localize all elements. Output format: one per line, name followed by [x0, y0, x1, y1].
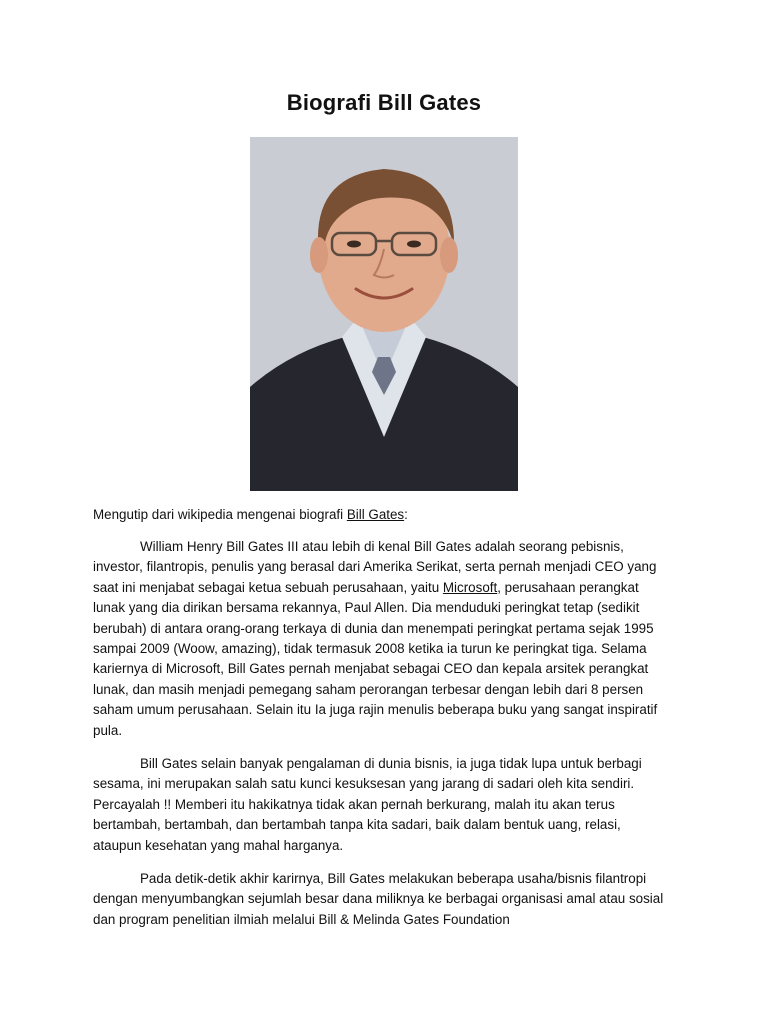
paragraph-1-part2: , perusahaan perangkat lunak yang dia dirikan bersama rekannya, Paul Allen. Dia menduduki peringkat tetap (sedikit berubah) di antara orang-orang terkaya di dunia dan menempati peringkat pertama sejak 1995 sampai 2009 (Woow, amazing), tidak termasuk 2008 ketika ia turun ke peringkat tiga. Selama kariernya di Microsoft, Bill Gates pernah menjabat sebagai CEO dan kepala arsitek perangkat lunak, dan masih menjadi pemegang saham perorangan terbesar dengan lebih dari 8 persen saham umum perusahaan. Selain itu Ia juga rajin menulis beberapa buku yang sangat inspiratif pula. — [93, 579, 658, 738]
portrait-photo — [250, 137, 518, 491]
paragraph-3: Pada detik-detik akhir karirnya, Bill Gates melakukan beberapa usaha/bisnis filantropi dengan menyumbangkan sejumlah besar dana miliknya ke berbagai organisasi amal atau sosial dan program penelitian ilmiah melalui Bill & Melinda Gates Foundation — [93, 871, 664, 927]
intro-text: Mengutip dari wikipedia mengenai biografi — [93, 507, 347, 522]
intro-line — [93, 505, 665, 525]
paragraph-1 — [93, 537, 665, 741]
paragraph-1-part1: William Henry Bill Gates III atau lebih di kenal Bill Gates adalah seorang pebisnis, investor, filantropis, penulis yang berasal dari Amerika Serikat, serta pernah menjadi CEO yang saat ini menjabat sebagai ketua sebuah perusahaan, yaitu — [93, 539, 657, 595]
portrait-photo-icon — [250, 137, 518, 491]
intro-suffix: : — [404, 507, 408, 522]
page-title: Biografi Bill Gates — [286, 90, 482, 115]
paragraph-2: Bill Gates selain banyak pengalaman di dunia bisnis, ia juga tidak lupa untuk berbagi sesama, ini merupakan salah satu kunci kesuksesan yang jarang di sadari oleh kita sendiri. Percayalah !! Memberi itu hakikatnya tidak akan pernah berkurang, malah itu akan terus bertambah, bertambah, dan bertambah tanpa kita sadari, baik dalam bentuk uang, relasi, ataupun kesehatan yang mahal harganya. — [93, 756, 642, 853]
bill-gates-link[interactable]: Bill Gates — [346, 507, 405, 522]
microsoft-link[interactable]: Microsoft — [442, 579, 498, 595]
